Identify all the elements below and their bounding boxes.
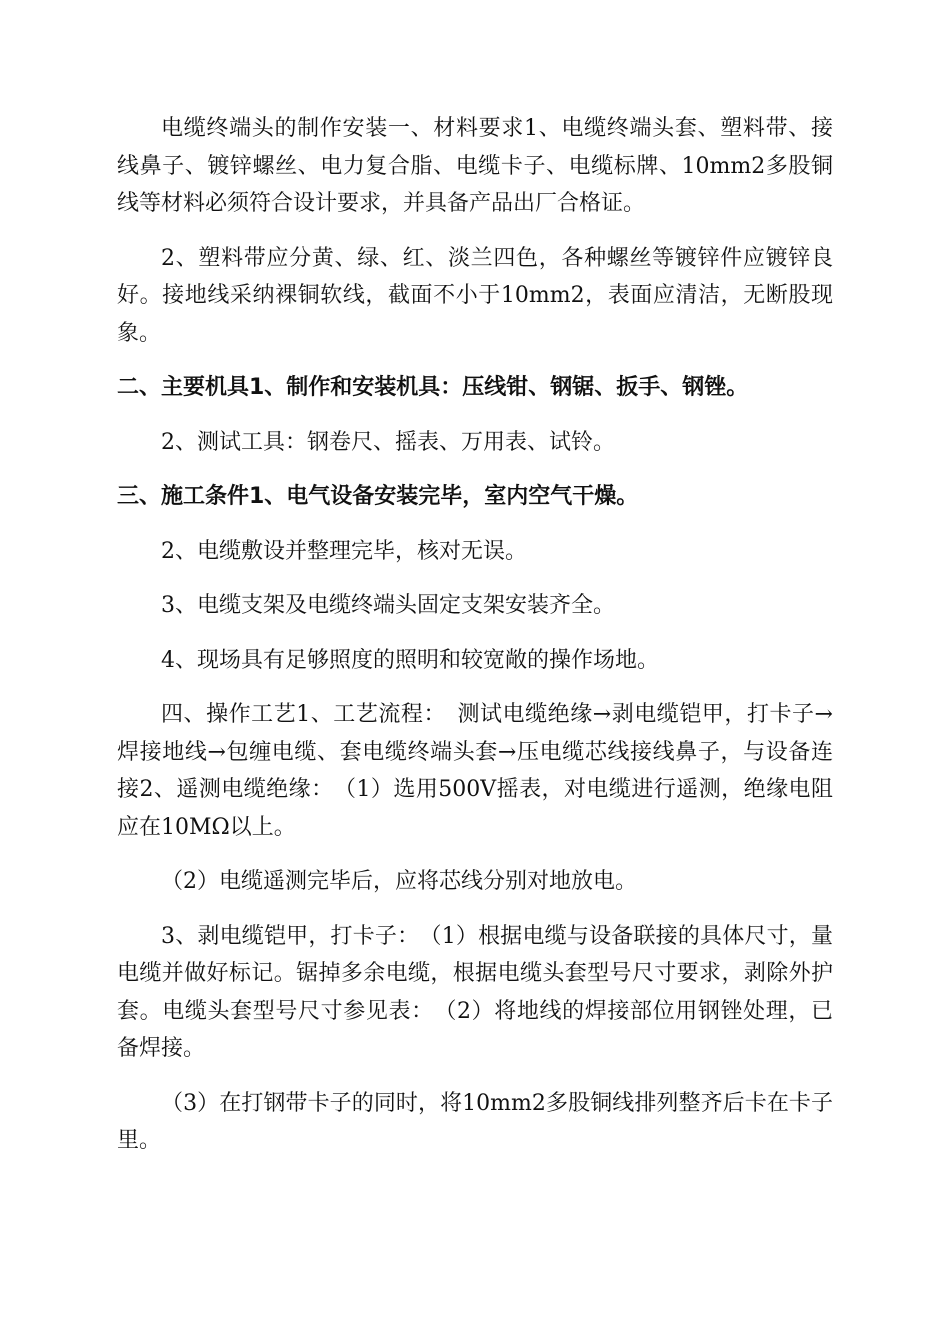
- paragraph-test-tools: 2、测试工具：钢卷尺、摇表、万用表、试铃。: [161, 429, 615, 455]
- document-body: [117, 110, 833, 1177]
- heading-main-tools: 二、主要机具1、制作和安装机具：压线钳、钢锯、扳手、钢锉。: [117, 375, 749, 400]
- paragraph-plastic-tape: 2、塑料带应分黄、绿、红、淡兰四色，各种螺丝等镀锌件应镀锌良好。接地线采纳裸铜软线，截面不小于10mm2，表面应清洁，无断股现象。: [117, 245, 833, 346]
- paragraph-discharge: （2）电缆遥测完毕后，应将芯线分别对地放电。: [161, 869, 637, 894]
- paragraph-strip-armor: 3、剥电缆铠甲，打卡子： （1）根据电缆与设备联接的具体尺寸，量电缆并做好标记。锯掉多余电缆，根据电缆头套型号尺寸要求，剥除外护套。电缆头套型号尺寸参见表： （2）将地线的焊接部位用钢锉处理，已备焊接。: [117, 923, 833, 1061]
- paragraph-cable-bracket: 3、电缆支架及电缆终端头固定支架安装齐全。: [161, 593, 615, 618]
- paragraph-operation-process: 四、操作工艺1、工艺流程： 测试电缆绝缘→剥电缆铠甲，打卡子→焊接地线→包缠电缆、套电缆终端头套→压电缆芯线接线鼻子，与设备连接2、遥测电缆绝缘： （1）选用500V摇表，对电缆进行遥测，绝缘电阻应在10MΩ以上。: [117, 702, 833, 840]
- paragraph-cable-laying: 2、电缆敷设并整理完毕，核对无误。: [161, 538, 527, 564]
- paragraph-materials: 电缆终端头的制作安装一、材料要求1、电缆终端头套、塑料带、接线鼻子、镀锌螺丝、电力复合脂、电缆卡子、电缆标牌、10mm2多股铜线等材料必须符合设计要求，并具备产品出厂合格证。: [117, 116, 833, 216]
- heading-construction-conditions: 三、施工条件1、电气设备安装完毕，室内空气干燥。: [117, 484, 639, 509]
- paragraph-site-lighting: 4、现场具有足够照度的照明和较宽敞的操作场地。: [161, 647, 659, 673]
- paragraph-copper-wire: （3）在打钢带卡子的同时，将10mm2多股铜线排列整齐后卡在卡子里。: [117, 1090, 833, 1153]
